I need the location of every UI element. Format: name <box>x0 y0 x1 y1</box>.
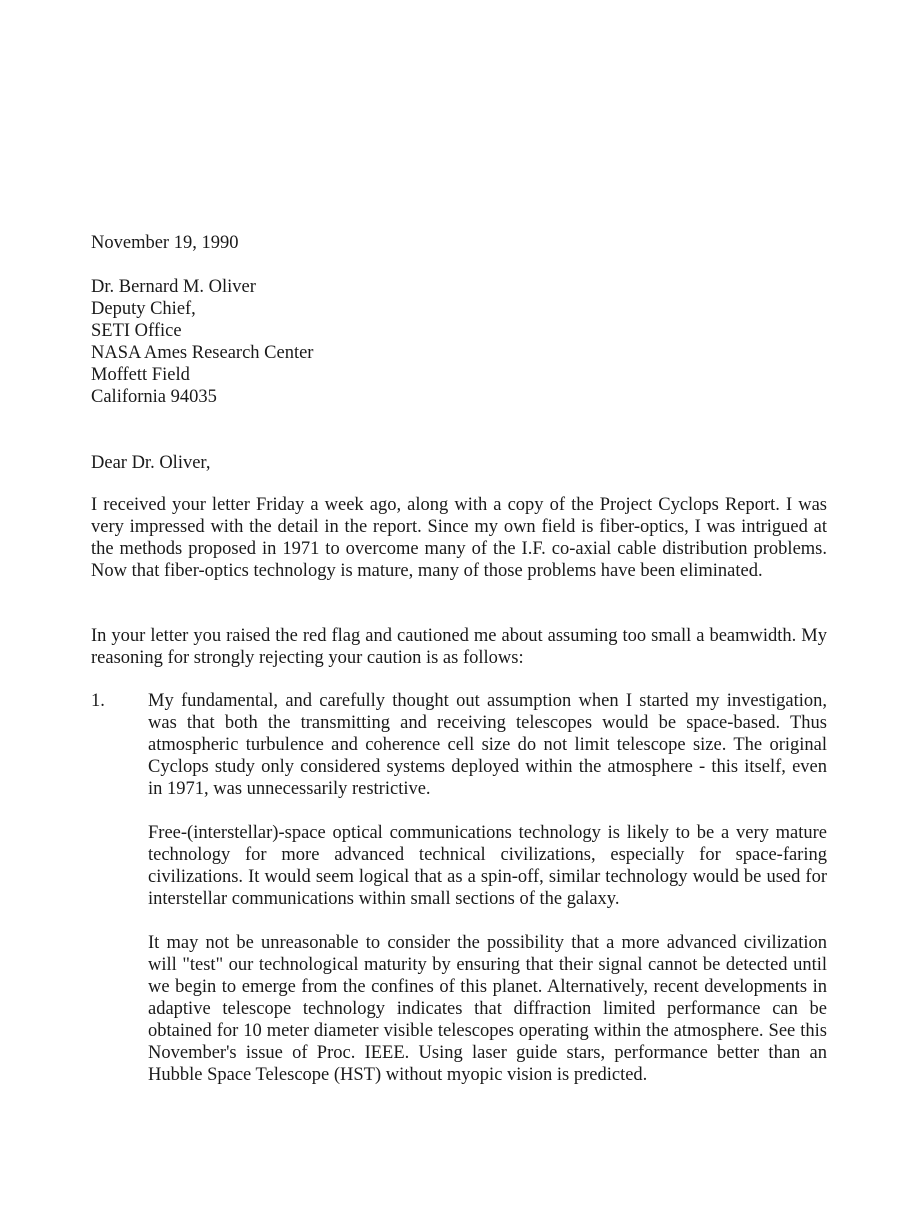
body-paragraph: In your letter you raised the red flag and cautioned me about assuming too small a beamwidth. My reasoning for strongly rejecting your caution is as follows: <box>91 626 827 668</box>
point-number: 1. <box>91 691 105 711</box>
letter-date: November 19, 1990 <box>91 233 239 253</box>
recipient-organization: NASA Ames Research Center <box>91 343 314 363</box>
recipient-state-zip: California 94035 <box>91 387 217 407</box>
body-paragraph: I received your letter Friday a week ago, along with a copy of the Project Cyclops Report. I was very impressed with the detail in the report. Since my own field is fiber-optics, I was intrigued at the methods proposed in 1971 to overcome many of the I.F. co-axial cable distribution problems. Now that fiber-optics technology is mature, many of those problems have been eliminated. <box>91 495 827 581</box>
recipient-location: Moffett Field <box>91 365 190 385</box>
salutation: Dear Dr. Oliver, <box>91 453 211 473</box>
point-paragraph: Free-(interstellar)-space optical communications technology is likely to be a very mature technology for more advanced technical civilizations, especially for space-faring civilizations. It would seem logical that as a spin-off, similar technology would be used for interstellar communications within small sections of the galaxy. <box>148 823 827 909</box>
recipient-title: Deputy Chief, <box>91 299 196 319</box>
point-paragraph: My fundamental, and carefully thought out assumption when I started my investigation, was that both the transmitting and receiving telescopes would be space-based. Thus atmospheric turbulence and coherence cell size do not limit telescope size. The original Cyclops study only considered systems deployed within the atmosphere - this itself, even in 1971, was unnecessarily restrictive. <box>148 691 827 799</box>
recipient-address <box>91 276 827 408</box>
recipient-name: Dr. Bernard M. Oliver <box>91 277 256 297</box>
point-paragraph: It may not be unreasonable to consider the possibility that a more advanced civilization will "test" our technological maturity by ensuring that their signal cannot be detected until we begin to emerge from the confines of this planet. Alternatively, recent developments in adaptive telescope technology indicates that diffraction limited performance can be obtained for 10 meter diameter visible telescopes operating within the atmosphere. See this November's issue of Proc. IEEE. Using laser guide stars, performance better than an Hubble Space Telescope (HST) without myopic vision is predicted. <box>148 933 827 1085</box>
recipient-office: SETI Office <box>91 321 182 341</box>
